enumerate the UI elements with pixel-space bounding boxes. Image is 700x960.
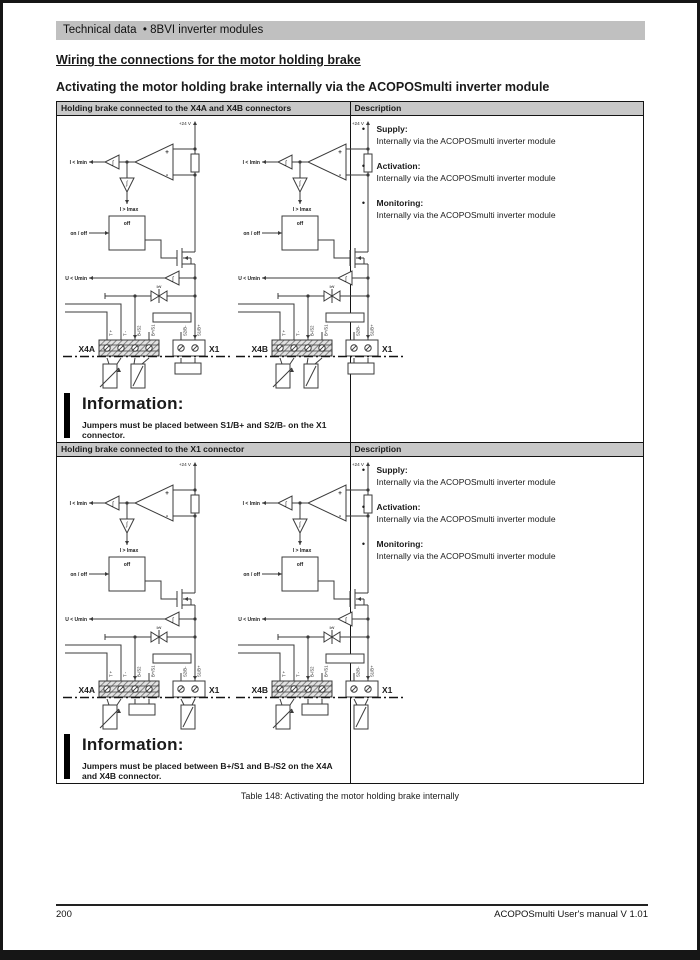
- svg-text:B-/S2: B-/S2: [136, 666, 142, 677]
- table-body-row: [57, 116, 644, 443]
- svg-text:S2/B-: S2/B-: [355, 666, 361, 677]
- information-title: Information:: [82, 394, 184, 413]
- svg-text:I>V: I>V: [329, 626, 335, 630]
- holding-brake-table: [56, 101, 644, 784]
- svg-text:on / off: on / off: [70, 572, 87, 578]
- svg-text:T -: T -: [122, 330, 128, 336]
- table-body-row: [57, 457, 644, 784]
- svg-text:I>V: I>V: [329, 285, 335, 289]
- chapter-header-bar: Technical data • 8BVI inverter modules: [56, 21, 645, 40]
- svg-text:∫: ∫: [345, 617, 347, 624]
- svg-text:+24 V: +24 V: [351, 121, 364, 126]
- svg-text:on / off: on / off: [70, 231, 87, 237]
- svg-text:S1/B+: S1/B+: [196, 665, 202, 677]
- information-text: Jumpers must be placed between S1/B+ and S2/B- on the X1 connector.: [82, 420, 327, 440]
- bullet-icon: •: [361, 502, 366, 512]
- svg-text:∫: ∫: [345, 276, 347, 283]
- svg-text:I < Imin: I < Imin: [69, 501, 87, 507]
- description-column-header: Description: [350, 102, 644, 116]
- svg-text:-: -: [165, 513, 169, 520]
- svg-text:S2/B-: S2/B-: [355, 325, 361, 336]
- svg-text:X1: X1: [382, 344, 393, 354]
- description-item: • Activation: Internally via the ACOPOSmulti inverter module: [351, 160, 638, 184]
- description-column-header: Description: [350, 443, 644, 457]
- svg-text:+: +: [338, 490, 342, 497]
- svg-text:T +: T +: [108, 329, 114, 336]
- svg-text:I > Imax: I > Imax: [119, 207, 139, 213]
- svg-text:off: off: [296, 221, 304, 227]
- svg-text:+: +: [165, 490, 169, 497]
- description-item: • Monitoring: Internally via the ACOPOSmulti inverter module: [351, 538, 638, 562]
- svg-text:B+/S1: B+/S1: [150, 665, 156, 677]
- svg-text:S2/B-: S2/B-: [182, 666, 188, 677]
- circuit-diagram: [234, 459, 406, 731]
- svg-text:B-/S2: B-/S2: [309, 666, 315, 677]
- svg-text:∫: ∫: [112, 501, 114, 508]
- svg-text:I < Imin: I < Imin: [242, 501, 260, 507]
- svg-text:I>V: I>V: [156, 285, 162, 289]
- svg-text:B-/S2: B-/S2: [309, 325, 315, 336]
- svg-text:X4B: X4B: [251, 344, 268, 354]
- svg-text:∫: ∫: [285, 501, 287, 508]
- bullet-icon: •: [361, 124, 366, 134]
- description-item: • Supply: Internally via the ACOPOSmulti inverter module: [351, 123, 638, 147]
- information-title: Information:: [82, 735, 184, 754]
- svg-text:B+/S1: B+/S1: [323, 324, 329, 336]
- svg-text:X1: X1: [209, 344, 220, 354]
- svg-text:B-/S2: B-/S2: [136, 325, 142, 336]
- svg-text:-: -: [338, 172, 342, 179]
- svg-text:∫: ∫: [285, 160, 287, 167]
- svg-text:I > Imax: I > Imax: [292, 548, 312, 554]
- table-header-row: [57, 102, 644, 116]
- left-column-header: Holding brake connected to the X4A and X4B connectors: [57, 102, 351, 116]
- svg-text:+: +: [338, 149, 342, 156]
- svg-text:on / off: on / off: [243, 231, 260, 237]
- page-number: 200: [56, 909, 72, 920]
- information-text: Jumpers must be placed between B+/S1 and B-/S2 on the X4A and X4B connector.: [82, 761, 333, 781]
- description-item: • Activation: Internally via the ACOPOSmulti inverter module: [351, 501, 638, 525]
- svg-text:S1/B+: S1/B+: [369, 324, 375, 336]
- table-caption: Table 148: Activating the motor holding brake internally: [240, 791, 460, 801]
- svg-text:∫: ∫: [299, 522, 301, 528]
- svg-text:+24 V: +24 V: [178, 121, 191, 126]
- svg-text:I>V: I>V: [156, 626, 162, 630]
- svg-text:I > Imax: I > Imax: [119, 548, 139, 554]
- svg-text:S1/B+: S1/B+: [196, 324, 202, 336]
- page-footer: [56, 904, 648, 920]
- information-box: [64, 393, 350, 440]
- svg-text:T -: T -: [122, 671, 128, 677]
- svg-text:∫: ∫: [299, 181, 301, 187]
- svg-text:∫: ∫: [126, 522, 128, 528]
- svg-text:U < Umin: U < Umin: [238, 617, 260, 623]
- svg-text:X4A: X4A: [78, 685, 95, 695]
- svg-text:-: -: [338, 513, 342, 520]
- svg-text:T -: T -: [295, 671, 301, 677]
- svg-text:off: off: [123, 221, 131, 227]
- svg-text:X1: X1: [209, 685, 220, 695]
- svg-text:X4A: X4A: [78, 344, 95, 354]
- svg-text:off: off: [123, 562, 131, 568]
- circuit-diagram: [61, 118, 233, 390]
- description-item: • Monitoring: Internally via the ACOPOSmulti inverter module: [351, 197, 638, 221]
- circuit-diagram: [234, 118, 406, 390]
- manual-version: ACOPOSmulti User's manual V 1.01: [494, 909, 648, 920]
- svg-text:+24 V: +24 V: [178, 462, 191, 467]
- svg-text:X4B: X4B: [251, 685, 268, 695]
- svg-text:∫: ∫: [126, 181, 128, 187]
- svg-text:+: +: [165, 149, 169, 156]
- svg-text:S1/B+: S1/B+: [369, 665, 375, 677]
- svg-text:B+/S1: B+/S1: [323, 665, 329, 677]
- section-subtitle: Activating the motor holding brake internally via the ACOPOSmulti inverter module: [56, 80, 550, 94]
- bullet-icon: •: [361, 198, 366, 208]
- bullet-icon: •: [361, 465, 366, 475]
- svg-text:∫: ∫: [172, 276, 174, 283]
- svg-text:U < Umin: U < Umin: [65, 276, 87, 282]
- diagram-group: [61, 459, 393, 731]
- circuit-diagram: [61, 459, 233, 731]
- bullet-icon: •: [361, 539, 366, 549]
- information-box: [64, 734, 350, 781]
- svg-text:on / off: on / off: [243, 572, 260, 578]
- table-header-row: [57, 443, 644, 457]
- manual-page: [3, 3, 697, 950]
- diagram-group: [61, 118, 393, 390]
- svg-text:X1: X1: [382, 685, 393, 695]
- page-title: Wiring the connections for the motor holding brake: [56, 53, 361, 67]
- svg-text:U < Umin: U < Umin: [65, 617, 87, 623]
- description-item: • Supply: Internally via the ACOPOSmulti inverter module: [351, 464, 638, 488]
- svg-text:I > Imax: I > Imax: [292, 207, 312, 213]
- svg-text:off: off: [296, 562, 304, 568]
- svg-text:U < Umin: U < Umin: [238, 276, 260, 282]
- svg-text:T +: T +: [108, 670, 114, 677]
- svg-text:S2/B-: S2/B-: [182, 325, 188, 336]
- svg-text:I < Imin: I < Imin: [242, 160, 260, 166]
- svg-text:T +: T +: [281, 329, 287, 336]
- bullet-icon: •: [361, 161, 366, 171]
- svg-text:T -: T -: [295, 330, 301, 336]
- svg-text:-: -: [165, 172, 169, 179]
- svg-text:∫: ∫: [112, 160, 114, 167]
- svg-text:I < Imin: I < Imin: [69, 160, 87, 166]
- svg-text:+24 V: +24 V: [351, 462, 364, 467]
- svg-text:B+/S1: B+/S1: [150, 324, 156, 336]
- left-column-header: Holding brake connected to the X1 connector: [57, 443, 351, 457]
- svg-text:∫: ∫: [172, 617, 174, 624]
- svg-text:T +: T +: [281, 670, 287, 677]
